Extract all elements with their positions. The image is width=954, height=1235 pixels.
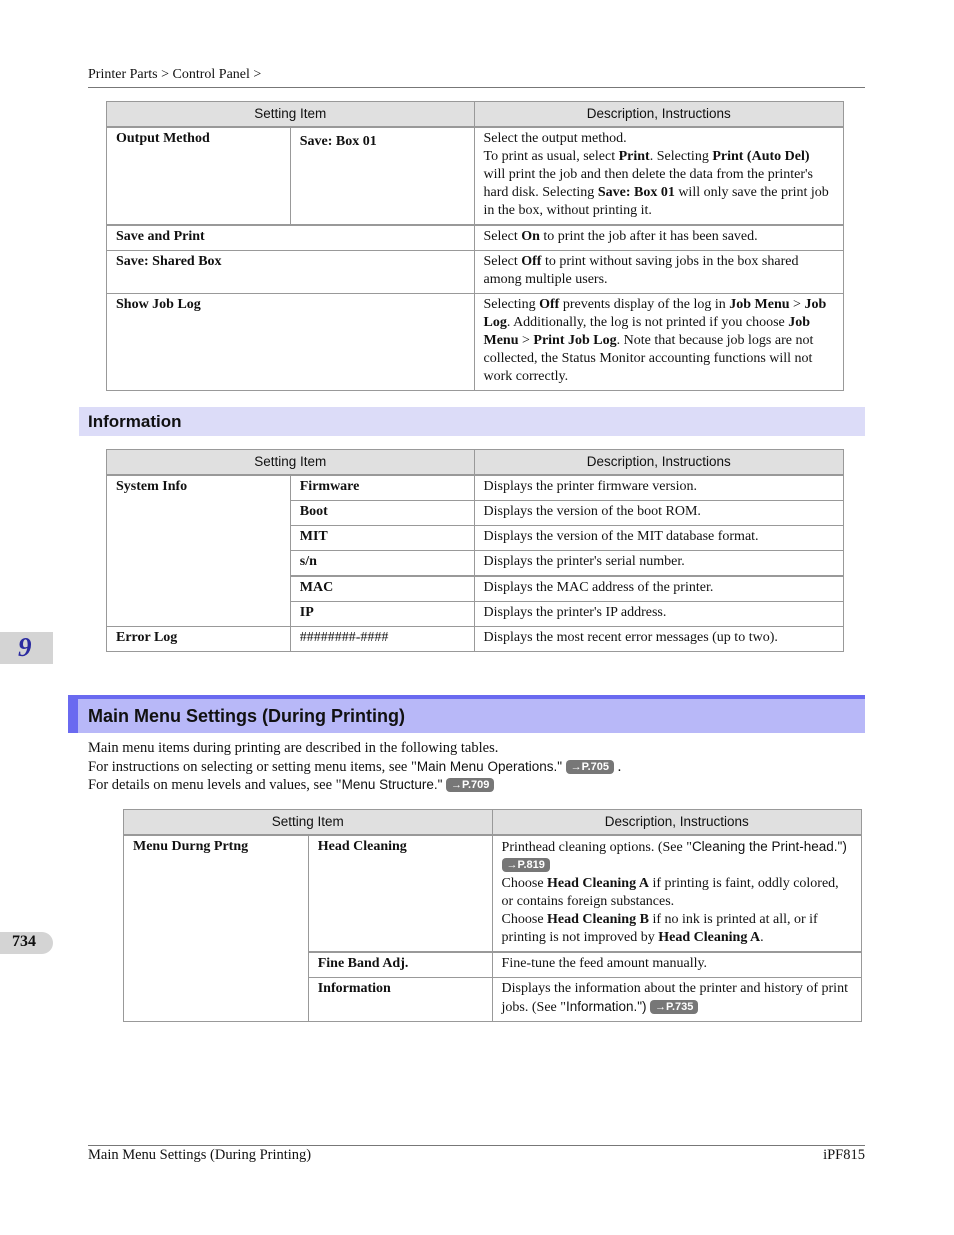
column-header-description: Description, Instructions (474, 102, 844, 128)
setting-value: IP (290, 602, 474, 627)
description-cell: Displays the printer firmware version. (474, 475, 843, 501)
footer-model: iPF815 (823, 1147, 865, 1163)
section-heading-information (79, 407, 865, 436)
text-run: > (789, 297, 805, 312)
chapter-number: 9 (18, 632, 32, 662)
section-title: Information (88, 412, 182, 431)
text-run: to print the job after it has been saved. (539, 229, 758, 244)
setting-value: MAC (290, 576, 474, 602)
text-run: > (518, 333, 534, 348)
setting-item-output-method: Output Method (107, 127, 291, 225)
setting-value: Information (308, 978, 492, 1022)
emphasis-text: Print Job Log (533, 333, 617, 348)
text-run: Select the output method. (483, 131, 627, 146)
page-number-tab (0, 932, 53, 954)
page-ref-link[interactable]: →P.709 (446, 778, 494, 792)
intro-line: For instructions on selecting or setting menu items, see "Main Menu Operations." →P.705 . (88, 759, 622, 775)
description-cell (474, 225, 844, 251)
description-cell: Displays the printer's IP address. (474, 602, 843, 627)
text-run: Selecting (483, 297, 540, 312)
text-run: Cleaning the Print-head.") (691, 839, 847, 854)
description-cell (492, 835, 861, 952)
emphasis-text: Print (Auto Del) (712, 149, 810, 164)
text-run: Fine-tune the feed amount manually. (501, 956, 708, 971)
column-header-setting-item: Setting Item (107, 102, 475, 128)
description-cell: Displays the version of the MIT database format. (474, 526, 843, 551)
column-header-setting-item: Setting Item (124, 810, 493, 836)
text-run: . (760, 930, 764, 945)
emphasis-text: On (521, 229, 540, 244)
text-run: will print the job and then delete the data from the printer's hard disk. Selecting (483, 167, 813, 200)
description-cell (492, 952, 861, 978)
setting-item-system-info: System Info (107, 475, 291, 627)
setting-item-save-shared-box: Save: Shared Box (107, 251, 475, 294)
emphasis-text: Job Log (483, 297, 827, 330)
description-cell (474, 127, 844, 225)
setting-item-show-job-log: Show Job Log (107, 294, 475, 391)
description-cell (492, 978, 861, 1022)
description-cell: Displays the most recent error messages (up to two). (474, 627, 843, 652)
text-run: Displays the information about the printer and history of print jobs. (See " (501, 981, 848, 1015)
description-cell (474, 251, 844, 294)
setting-value: MIT (290, 526, 474, 551)
setting-item-menu-durng-prtng: Menu Durng Prtng (124, 835, 309, 1022)
emphasis-text: Save: Box 01 (597, 185, 675, 200)
footer-divider (88, 1145, 865, 1146)
emphasis-text: Print (618, 149, 650, 164)
column-header-description: Description, Instructions (492, 810, 861, 836)
text-run: if printing is faint, oddly colored, or contains foreign substances. (501, 876, 839, 909)
link-main-menu-operations[interactable]: Main Menu Operations." (416, 759, 563, 774)
heading-accent (68, 699, 78, 733)
description-cell (474, 294, 844, 391)
main-menu-during-printing-table (123, 809, 862, 1022)
intro-line: For details on menu levels and values, see "Menu Structure." →P.709 (88, 777, 494, 794)
section-title: Main Menu Settings (During Printing) (88, 706, 405, 726)
text-run: Printhead cleaning options. (See " (501, 840, 692, 855)
text-run: prevents display of the log in (559, 297, 730, 312)
text-run: if no ink is printed at all, or if printing is not improved by (501, 912, 818, 945)
intro-line: Main menu items during printing are described in the following tables. (88, 740, 499, 756)
information-table (106, 449, 844, 652)
setting-value: Fine Band Adj. (308, 952, 492, 978)
text-run: Choose (501, 876, 548, 891)
page-ref-link[interactable]: →P.705 (566, 760, 614, 774)
setting-value: s/n (290, 551, 474, 577)
chapter-tab[interactable] (0, 632, 53, 664)
text-run: To print as usual, select (483, 149, 619, 164)
setting-value: ########-#### (290, 627, 474, 652)
column-header-setting-item: Setting Item (107, 450, 475, 476)
footer-section-title: Main Menu Settings (During Printing) (88, 1147, 312, 1163)
setting-item-save-and-print: Save and Print (107, 225, 475, 251)
text-run: Select (483, 229, 522, 244)
setting-value: Head Cleaning (308, 835, 492, 952)
emphasis-text: Off (521, 254, 542, 269)
output-settings-table (106, 101, 844, 391)
page-ref-link[interactable]: →P.819 (502, 858, 550, 872)
text-run: Information.") (565, 999, 647, 1014)
text-run: Select (483, 254, 522, 269)
link-menu-structure[interactable]: Menu Structure." (341, 777, 443, 792)
text-run: Choose (501, 912, 548, 927)
page-ref-link[interactable]: →P.735 (650, 1000, 698, 1014)
emphasis-text: Head Cleaning A (547, 876, 649, 891)
column-header-description: Description, Instructions (474, 450, 843, 476)
emphasis-text: Head Cleaning A (658, 930, 761, 945)
setting-item-error-log: Error Log (107, 627, 291, 652)
description-cell: Displays the printer's serial number. (474, 551, 843, 577)
setting-value-save-box-01: Save: Box 01 (290, 127, 474, 225)
breadcrumb: Printer Parts > Control Panel > (88, 67, 262, 82)
text-run: . Note that because job logs are not collected, the Status Monitor accounting functions will not work correctly. (483, 333, 814, 384)
text-run: . Selecting (649, 149, 713, 164)
emphasis-text: Job Menu (483, 315, 811, 348)
text-run: . Additionally, the log is not printed if you choose (506, 315, 789, 330)
emphasis-text: Off (539, 297, 560, 312)
text-run: to print without saving jobs in the box shared among multiple users. (483, 254, 799, 287)
description-cell: Displays the version of the boot ROM. (474, 501, 843, 526)
setting-value: Boot (290, 501, 474, 526)
description-cell: Displays the MAC address of the printer. (474, 576, 843, 602)
section-heading-main-menu (68, 695, 865, 733)
header-divider (88, 87, 865, 88)
setting-value: Firmware (290, 475, 474, 501)
text-run: will only save the print job in the box, without printing it. (483, 185, 829, 218)
page-number: 734 (12, 933, 36, 950)
emphasis-text: Job Menu (729, 297, 790, 312)
emphasis-text: Head Cleaning B (547, 912, 649, 927)
